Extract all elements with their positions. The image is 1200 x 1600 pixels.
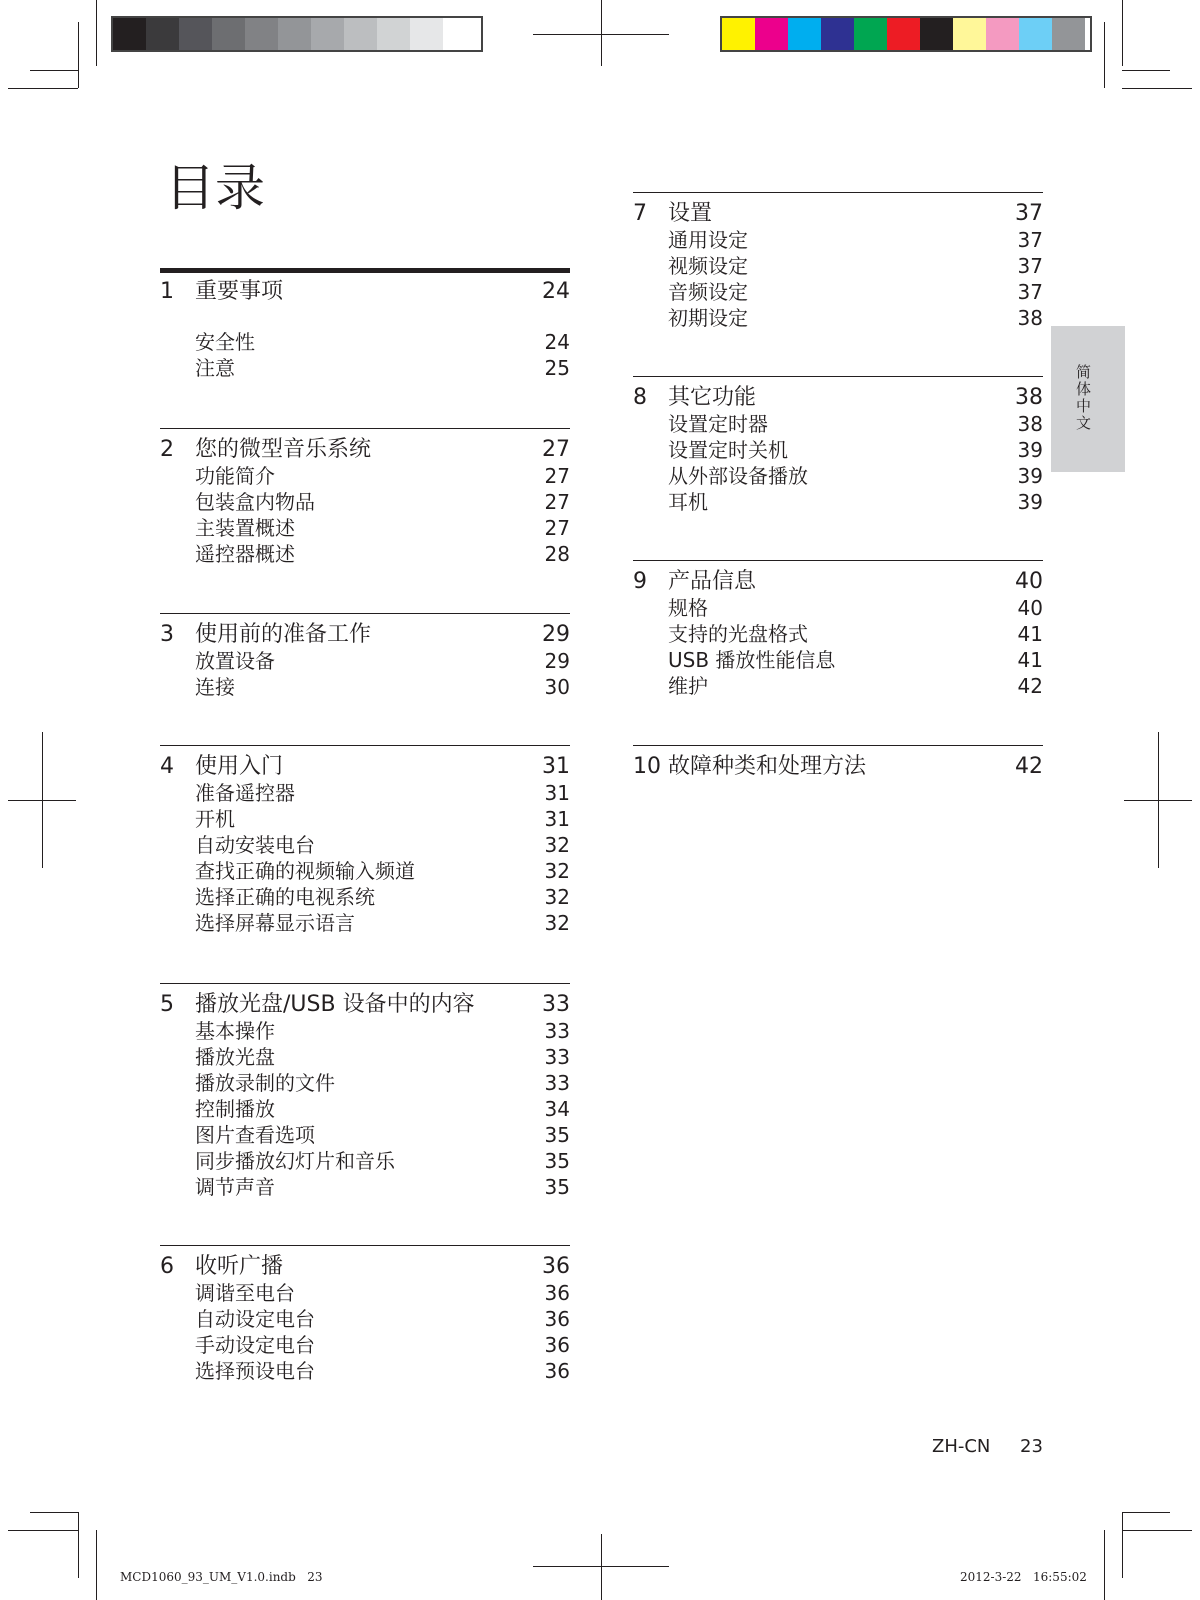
section-divider <box>160 613 570 614</box>
toc-item-page: 36 <box>544 1359 570 1383</box>
toc-section-heading[interactable] <box>160 622 570 648</box>
toc-item[interactable] <box>633 595 1043 621</box>
toc-section <box>633 745 1043 780</box>
toc-item-page: 29 <box>544 649 570 673</box>
toc-item-page: 41 <box>1017 648 1043 672</box>
toc-item-title: 选择屏幕显示语言 <box>195 911 355 935</box>
toc-item[interactable] <box>160 806 570 832</box>
toc-item-title: 选择正确的电视系统 <box>195 885 375 909</box>
grayscale-calibration-bar <box>111 16 483 52</box>
calibration-swatch <box>245 18 278 50</box>
toc-item-title: 遥控器概述 <box>195 542 295 566</box>
section-divider <box>160 983 570 984</box>
section-title: 使用入门 <box>195 754 284 779</box>
toc-item[interactable] <box>633 463 1043 489</box>
toc-item-page: 39 <box>1017 438 1043 462</box>
section-number: 9 <box>633 569 647 594</box>
toc-item-page: 32 <box>544 859 570 883</box>
toc-item[interactable] <box>633 673 1043 699</box>
toc-item-page: 31 <box>544 781 570 805</box>
section-page: 36 <box>542 1254 570 1279</box>
toc-item[interactable] <box>633 621 1043 647</box>
toc-section-heading[interactable] <box>160 1254 570 1280</box>
calibration-swatch <box>410 18 443 50</box>
toc-section-heading[interactable] <box>160 437 570 463</box>
toc-item[interactable] <box>160 1018 570 1044</box>
calibration-swatch <box>821 18 854 50</box>
section-page: 29 <box>542 622 570 647</box>
toc-item[interactable] <box>633 227 1043 253</box>
toc-section <box>160 983 570 1200</box>
toc-item-page: 37 <box>1017 280 1043 304</box>
toc-item[interactable] <box>160 541 570 567</box>
section-divider <box>160 428 570 429</box>
toc-item-page: 32 <box>544 833 570 857</box>
toc-section-heading[interactable] <box>160 754 570 780</box>
calibration-swatch <box>344 18 377 50</box>
calibration-swatch <box>755 18 788 50</box>
section-number: 4 <box>160 754 174 779</box>
toc-item-title: 功能简介 <box>195 464 275 488</box>
toc-item-page: 33 <box>544 1019 570 1043</box>
toc-item[interactable] <box>633 411 1043 437</box>
section-page: 38 <box>1015 385 1043 410</box>
toc-item[interactable] <box>160 1122 570 1148</box>
toc-item-title: 音频设定 <box>668 280 748 304</box>
toc-item[interactable] <box>160 884 570 910</box>
section-title: 您的微型音乐系统 <box>195 437 372 462</box>
footer-file-name: MCD1060_93_UM_V1.0.indb 23 <box>120 1570 323 1584</box>
toc-item-page: 39 <box>1017 490 1043 514</box>
toc-item-title: 支持的光盘格式 <box>668 622 808 646</box>
section-page: 33 <box>542 992 570 1017</box>
toc-item[interactable] <box>160 1174 570 1200</box>
toc-item-page: 35 <box>544 1149 570 1173</box>
section-page: 42 <box>1015 754 1043 779</box>
toc-item-title: 自动设定电台 <box>195 1307 315 1331</box>
toc-section-heading[interactable] <box>160 992 570 1018</box>
toc-item-title: 注意 <box>195 356 235 380</box>
calibration-swatch <box>278 18 311 50</box>
toc-item-title: 包装盒内物品 <box>195 490 315 514</box>
section-page: 40 <box>1015 569 1043 594</box>
calibration-swatch <box>788 18 821 50</box>
toc-item-page: 35 <box>544 1123 570 1147</box>
toc-item-page: 36 <box>544 1281 570 1305</box>
section-page: 31 <box>542 754 570 779</box>
toc-item-title: 开机 <box>195 807 235 831</box>
toc-section-heading[interactable] <box>633 201 1043 227</box>
toc-item-page: 24 <box>544 330 570 354</box>
section-title: 收听广播 <box>195 1254 284 1279</box>
toc-item-page: 27 <box>544 490 570 514</box>
toc-item[interactable] <box>160 1096 570 1122</box>
toc-item-page: 32 <box>544 911 570 935</box>
section-page: 24 <box>542 279 570 304</box>
section-title: 使用前的准备工作 <box>195 622 372 647</box>
calibration-swatch <box>953 18 986 50</box>
calibration-swatch <box>377 18 410 50</box>
toc-item-page: 33 <box>544 1045 570 1069</box>
toc-item-page: 38 <box>1017 306 1043 330</box>
toc-item-title: 设置定时关机 <box>668 438 788 462</box>
toc-item-title: 维护 <box>668 674 708 698</box>
toc-section <box>160 268 570 381</box>
toc-section <box>633 560 1043 699</box>
toc-item[interactable] <box>160 1070 570 1096</box>
section-title: 产品信息 <box>668 569 757 594</box>
section-divider <box>633 560 1043 561</box>
toc-item[interactable] <box>160 1044 570 1070</box>
toc-item[interactable] <box>160 1148 570 1174</box>
toc-item-page: 30 <box>544 675 570 699</box>
section-number: 5 <box>160 992 174 1017</box>
toc-item-page: 27 <box>544 516 570 540</box>
toc-item-page: 25 <box>544 356 570 380</box>
toc-item-title: 选择预设电台 <box>195 1359 315 1383</box>
section-title: 故障种类和处理方法 <box>668 754 867 779</box>
toc-item[interactable] <box>160 1280 570 1306</box>
section-divider <box>160 268 570 273</box>
toc-item[interactable] <box>633 253 1043 279</box>
toc-item-title: 主装置概述 <box>195 516 295 540</box>
toc-section <box>160 1245 570 1384</box>
section-number: 3 <box>160 622 174 647</box>
toc-item-title: 同步播放幻灯片和音乐 <box>195 1149 395 1173</box>
section-title: 重要事项 <box>195 279 284 304</box>
toc-item-page: 27 <box>544 464 570 488</box>
section-title: 播放光盘/USB 设备中的内容 <box>195 992 475 1017</box>
footer-timestamp: 2012-3-22 16:55:02 <box>960 1570 1087 1584</box>
calibration-swatch <box>146 18 179 50</box>
toc-item-title: 安全性 <box>195 330 255 354</box>
section-number: 1 <box>160 279 174 304</box>
toc-item-title: 从外部设备播放 <box>668 464 808 488</box>
toc-item[interactable] <box>160 1306 570 1332</box>
toc-item-title: 设置定时器 <box>668 412 768 436</box>
toc-item-page: 39 <box>1017 464 1043 488</box>
toc-item[interactable] <box>160 858 570 884</box>
footer-page-number: 23 <box>1020 1436 1043 1457</box>
toc-item-title: 播放录制的文件 <box>195 1071 335 1095</box>
toc-item-title: 控制播放 <box>195 1097 275 1121</box>
toc-item[interactable] <box>160 910 570 936</box>
page-title: 目录 <box>165 159 265 217</box>
toc-item-title: 调节声音 <box>195 1175 275 1199</box>
toc-item[interactable] <box>160 463 570 489</box>
calibration-swatch <box>311 18 344 50</box>
toc-item[interactable] <box>633 647 1043 673</box>
toc-item-title: 初期设定 <box>668 306 748 330</box>
calibration-swatch <box>1019 18 1052 50</box>
section-divider <box>633 376 1043 377</box>
toc-item-page: 37 <box>1017 228 1043 252</box>
toc-item-title: 规格 <box>668 596 708 620</box>
toc-item-page: 34 <box>544 1097 570 1121</box>
calibration-swatch <box>1052 18 1085 50</box>
toc-item[interactable] <box>633 279 1043 305</box>
calibration-swatch <box>854 18 887 50</box>
calibration-swatch <box>887 18 920 50</box>
toc-item-page: 38 <box>1017 412 1043 436</box>
toc-item-title: 耳机 <box>668 490 708 514</box>
toc-item-page: 31 <box>544 807 570 831</box>
section-number: 8 <box>633 385 647 410</box>
calibration-swatch <box>443 18 476 50</box>
section-number: 6 <box>160 1254 174 1279</box>
toc-item-title: 图片查看选项 <box>195 1123 315 1147</box>
toc-item[interactable] <box>633 305 1043 331</box>
toc-section-heading[interactable] <box>633 754 1043 780</box>
toc-item-title: 准备遥控器 <box>195 781 295 805</box>
section-divider <box>633 192 1043 193</box>
footer-language: ZH-CN <box>932 1436 991 1457</box>
toc-section <box>633 376 1043 515</box>
calibration-swatch <box>986 18 1019 50</box>
calibration-swatch <box>722 18 755 50</box>
toc-item-title: 自动安装电台 <box>195 833 315 857</box>
toc-item-title: 基本操作 <box>195 1019 275 1043</box>
section-title: 设置 <box>668 201 713 226</box>
toc-item-page: 36 <box>544 1307 570 1331</box>
toc-item-page: 33 <box>544 1071 570 1095</box>
toc-item[interactable] <box>160 489 570 515</box>
toc-item[interactable] <box>160 780 570 806</box>
toc-section <box>160 428 570 567</box>
toc-item[interactable] <box>160 355 570 381</box>
toc-item-title: 播放光盘 <box>195 1045 275 1069</box>
toc-item[interactable] <box>160 515 570 541</box>
toc-item[interactable] <box>633 437 1043 463</box>
toc-item[interactable] <box>160 832 570 858</box>
toc-item-title: 连接 <box>195 675 235 699</box>
calibration-swatch <box>212 18 245 50</box>
toc-item-page: 36 <box>544 1333 570 1357</box>
section-page: 37 <box>1015 201 1043 226</box>
section-divider <box>160 1245 570 1246</box>
language-tab-label: 简体中文 <box>1074 364 1092 432</box>
toc-item-page: 42 <box>1017 674 1043 698</box>
toc-section <box>160 745 570 936</box>
calibration-swatch <box>179 18 212 50</box>
toc-item-title: 视频设定 <box>668 254 748 278</box>
toc-item[interactable] <box>160 1358 570 1384</box>
toc-item-page: 28 <box>544 542 570 566</box>
section-title: 其它功能 <box>668 385 757 410</box>
toc-item[interactable] <box>160 674 570 700</box>
toc-section <box>160 613 570 700</box>
section-divider <box>160 745 570 746</box>
calibration-swatch <box>113 18 146 50</box>
toc-item[interactable] <box>633 489 1043 515</box>
toc-item[interactable] <box>160 1332 570 1358</box>
toc-item-title: 查找正确的视频输入频道 <box>195 859 415 883</box>
toc-item-title: 通用设定 <box>668 228 748 252</box>
toc-section-heading[interactable] <box>633 569 1043 595</box>
toc-section-heading[interactable] <box>633 385 1043 411</box>
language-side-tab <box>1051 326 1125 472</box>
section-number: 2 <box>160 437 174 462</box>
color-calibration-bar <box>720 16 1092 52</box>
section-number: 7 <box>633 201 647 226</box>
toc-section-heading[interactable] <box>160 279 570 305</box>
toc-item-title: 放置设备 <box>195 649 275 673</box>
toc-item-page: 37 <box>1017 254 1043 278</box>
section-page: 27 <box>542 437 570 462</box>
toc-item[interactable] <box>160 329 570 355</box>
toc-item[interactable] <box>160 648 570 674</box>
toc-item-title: USB 播放性能信息 <box>668 648 836 672</box>
section-number: 10 <box>633 754 661 779</box>
toc-item-page: 41 <box>1017 622 1043 646</box>
toc-item-page: 32 <box>544 885 570 909</box>
toc-item-page: 35 <box>544 1175 570 1199</box>
toc-section <box>633 192 1043 331</box>
toc-item-page: 40 <box>1017 596 1043 620</box>
toc-item-title: 手动设定电台 <box>195 1333 315 1357</box>
toc-item-title: 调谐至电台 <box>195 1281 295 1305</box>
calibration-swatch <box>920 18 953 50</box>
section-divider <box>633 745 1043 746</box>
